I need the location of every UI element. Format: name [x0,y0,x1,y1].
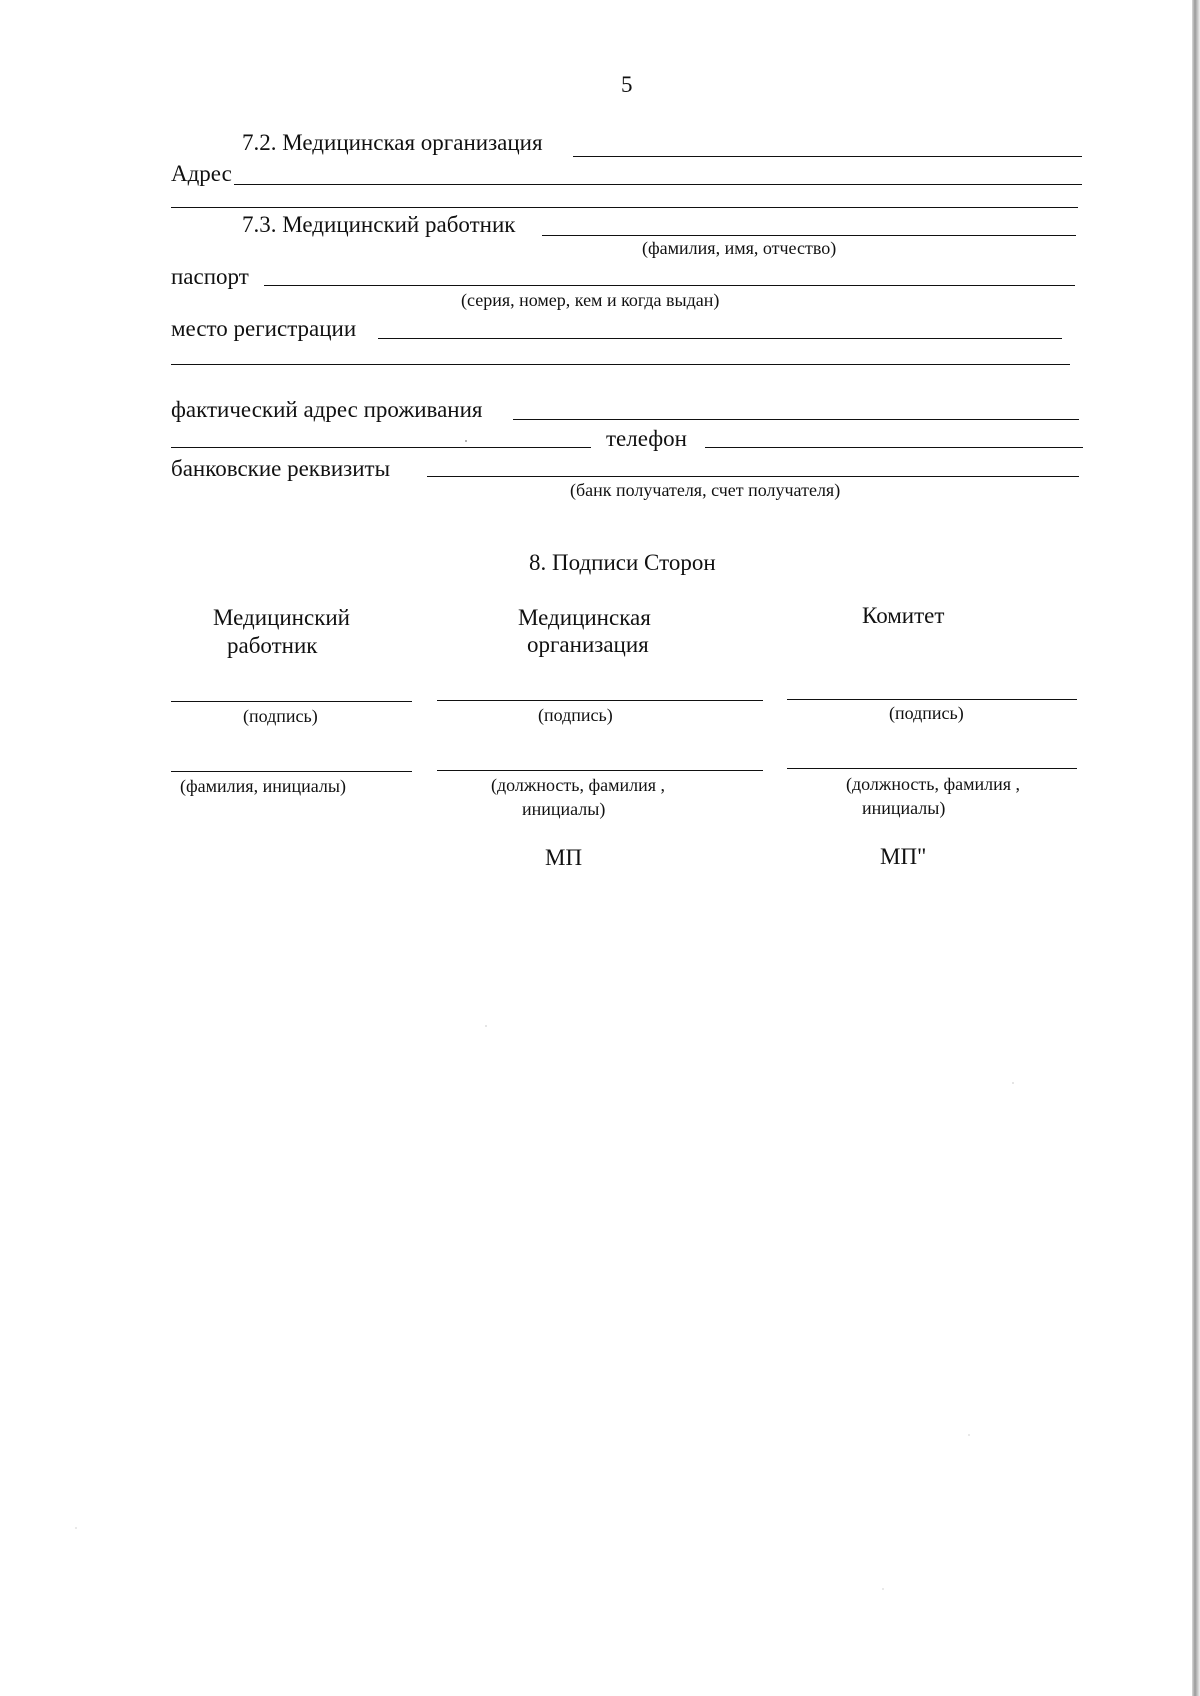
worker-signature-field[interactable] [171,701,412,702]
scan-speck [968,1434,970,1436]
actual-address-label: фактический адрес проживания [171,397,483,422]
actual-address-field[interactable] [513,419,1079,420]
page-number: 5 [621,72,633,97]
party-medical-worker-line1: Медицинский [213,605,350,630]
org-signature-field[interactable] [437,700,763,701]
committee-signature-caption: (подпись) [889,703,964,723]
worker-name-field[interactable] [542,235,1076,236]
bank-label: банковские реквизиты [171,456,391,481]
worker-details-caption: (фамилия, инициалы) [180,776,346,796]
worker-name-caption: (фамилия, имя, отчество) [642,238,837,258]
committee-details-caption-line2: инициалы) [862,798,946,818]
scan-speck [1012,1082,1014,1084]
registration-field-continued[interactable] [171,364,1070,365]
address-field[interactable] [234,184,1082,185]
org-stamp-mark: МП [545,845,583,870]
scan-speck [485,1025,487,1027]
scan-speck [882,1588,884,1590]
phone-label: телефон [606,426,687,451]
scan-speck [75,1527,77,1529]
party-medical-org-line2: организация [527,632,649,657]
org-details-caption-line2: инициалы) [522,799,606,819]
worker-signature-caption: (подпись) [243,706,318,726]
org-details-caption-line1: (должность, фамилия , [491,775,666,795]
committee-signature-field[interactable] [787,699,1077,700]
passport-field[interactable] [264,285,1075,286]
passport-caption: (серия, номер, кем и когда выдан) [461,290,720,310]
committee-details-field[interactable] [787,768,1077,769]
registration-field[interactable] [378,338,1062,339]
address-field-continued[interactable] [171,207,1078,208]
committee-details-caption-line1: (должность, фамилия , [846,774,1021,794]
party-medical-worker-line2: работник [227,633,318,658]
organization-name-field[interactable] [573,156,1082,157]
committee-stamp-mark: МП" [880,844,927,869]
bank-details-field[interactable] [427,476,1079,477]
worker-details-field[interactable] [171,771,412,772]
section-7-3-label: 7.3. Медицинский работник [242,212,516,237]
scan-edge [1192,0,1200,1696]
registration-label: место регистрации [171,316,357,341]
party-medical-org-line1: Медицинская [518,605,651,630]
party-committee: Комитет [862,603,945,628]
bank-caption: (банк получателя, счет получателя) [570,480,841,500]
passport-label: паспорт [171,264,249,289]
org-details-field[interactable] [437,770,763,771]
scan-speck [465,440,467,442]
section-7-2-label: 7.2. Медицинская организация [242,130,543,155]
actual-address-field-continued[interactable] [171,447,591,448]
org-signature-caption: (подпись) [538,705,613,725]
address-label: Адрес [171,161,232,186]
section-8-title: 8. Подписи Сторон [529,550,716,575]
phone-field[interactable] [705,447,1083,448]
